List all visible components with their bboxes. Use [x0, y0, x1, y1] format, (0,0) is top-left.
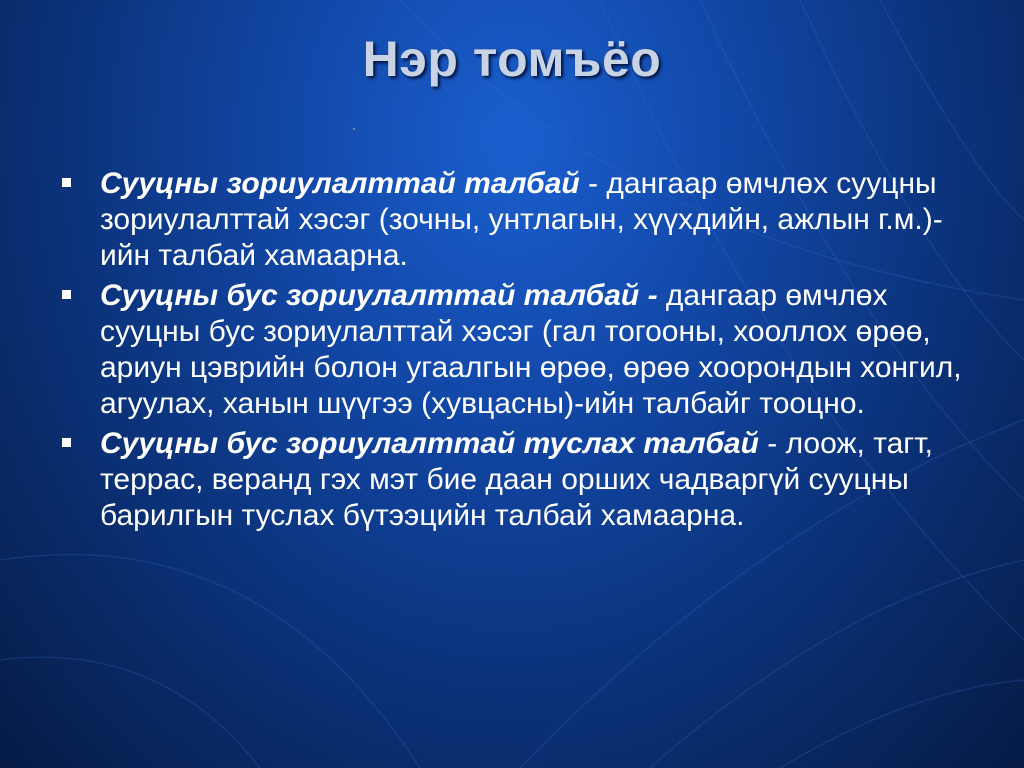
slide-title: Нэр томъёо: [362, 31, 662, 87]
bullet-term: Сууцны бус зориулалттай туслах талбай: [100, 427, 759, 460]
bullet-term: Сууцны бус зориулалттай талбай -: [100, 279, 666, 312]
bullet-text: дангаар өмчлөх сууцны бус зориулалттай хэсэг (гал тогооны, хооллох өрөө, ариун цэврийн болон угаалгын өрөө, өрөө хоорондын хонгил, агуулах, ханын шүүгээ (хувцасны)-ийн талбайг тооцно.: [100, 279, 962, 420]
bullet-text: лоож, тагт, террас, веранд гэх мэт бие даан орших чадваргүй сууцны барилгын туслах бүтээцийн талбай хамаарна.: [100, 427, 933, 532]
square-bullet-icon: [62, 178, 71, 187]
small-dot: [353, 128, 355, 130]
square-bullet-icon: [62, 438, 71, 447]
bullet-list: [62, 166, 962, 538]
bullet-term: Сууцны зориулалттай талбай: [100, 167, 580, 200]
bullet-text: дангаар өмчлөх сууцны зориулалттай хэсэг (зочны, унтлагын, хүүхдийн, ажлын г.м.)-ийн талбай хамаарна.: [100, 167, 943, 272]
bullet-separator: -: [579, 167, 607, 200]
bullet-item: [62, 166, 962, 274]
square-bullet-icon: [62, 290, 71, 299]
bullet-item: [62, 278, 962, 422]
bullet-item: [62, 426, 962, 534]
bullet-separator: -: [758, 427, 786, 460]
